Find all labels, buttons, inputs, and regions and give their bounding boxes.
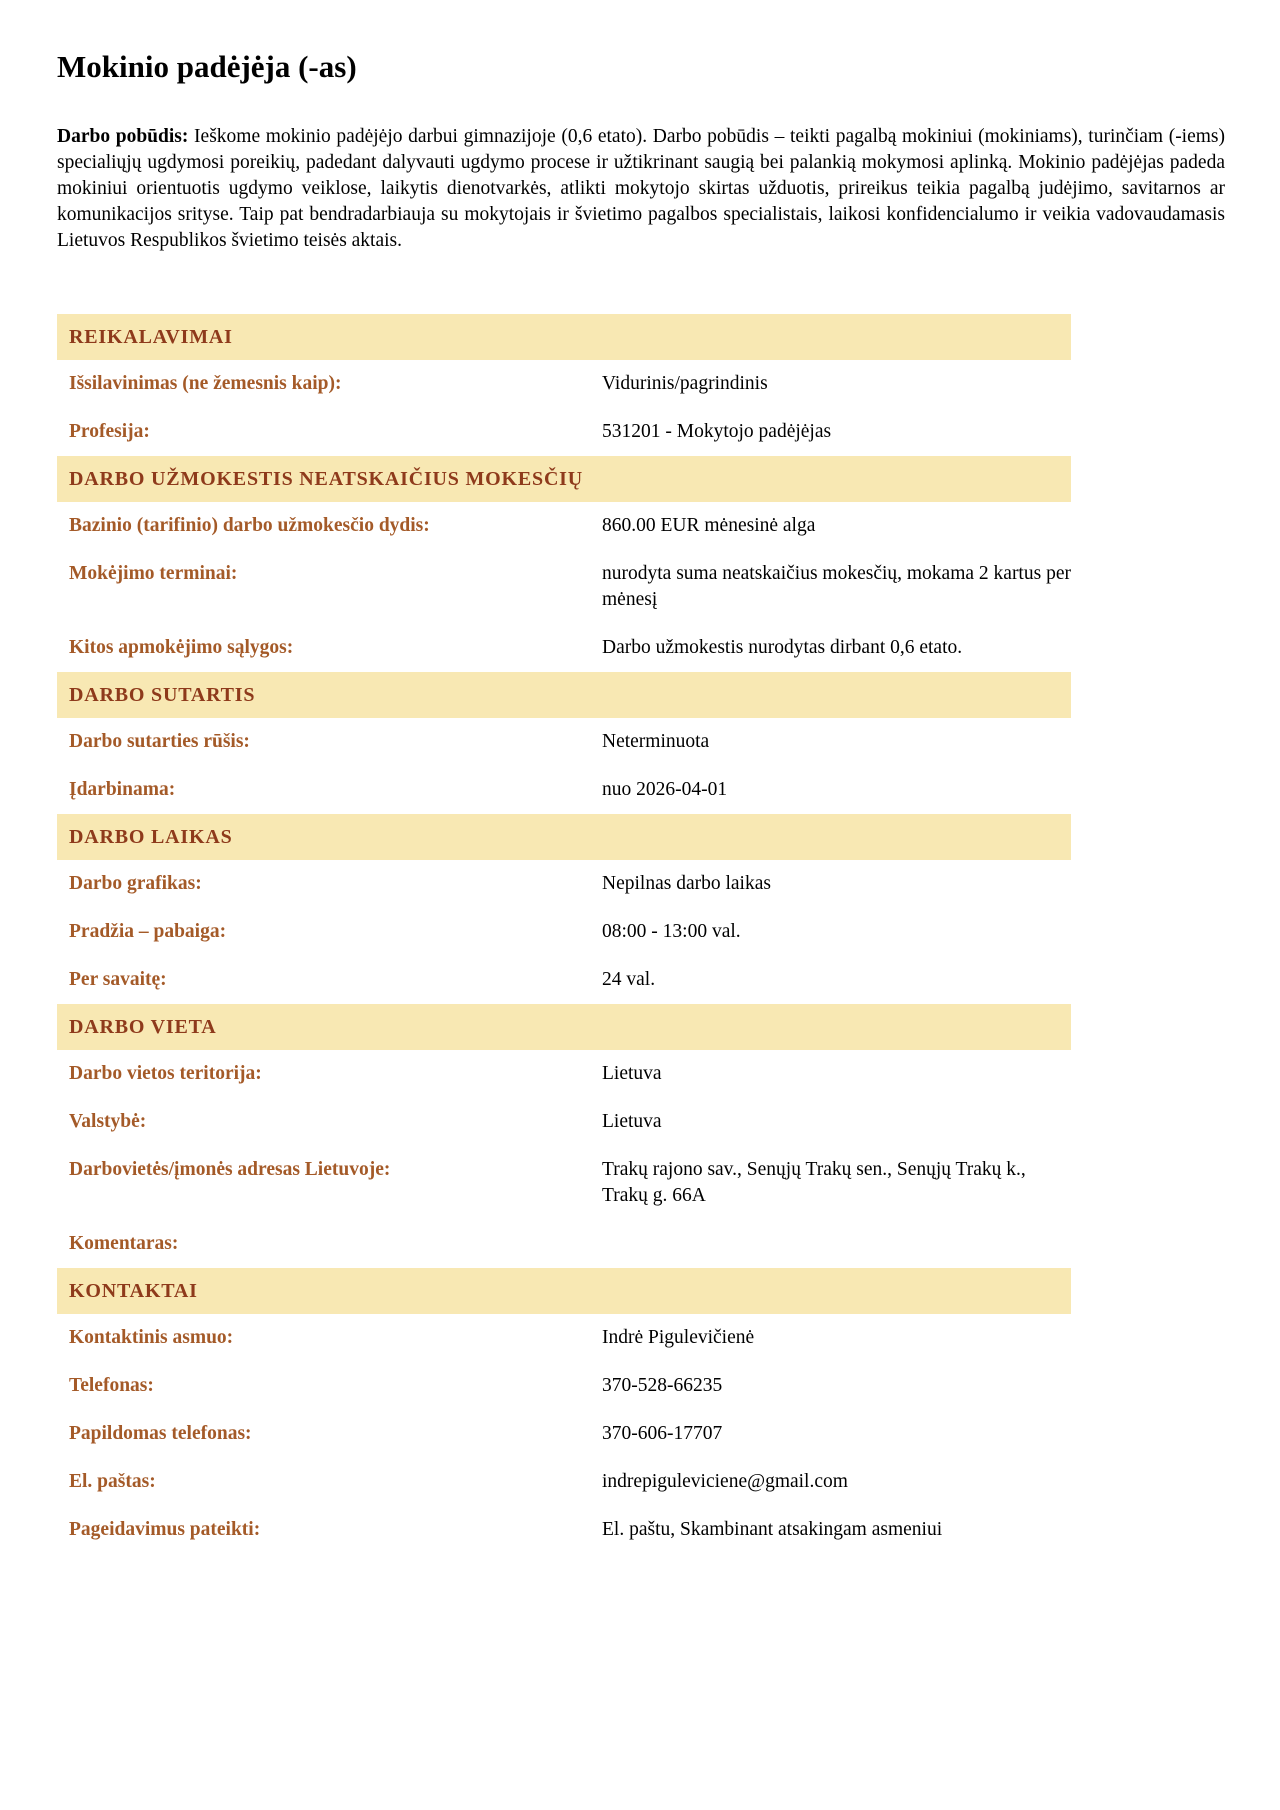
field-label: Darbo grafikas: <box>69 873 202 895</box>
field-row <box>57 718 1071 766</box>
field-row <box>57 360 1071 408</box>
section-header: REIKALAVIMAI <box>57 314 1071 360</box>
field-value: El. paštu, Skambinant atsakingam asmeniui <box>602 1519 943 1541</box>
field-value: 370-528-66235 <box>602 1375 723 1397</box>
section-header: KONTAKTAI <box>57 1268 1071 1314</box>
section-header: DARBO VIETA <box>57 1004 1071 1050</box>
field-label: Komentaras: <box>69 1233 179 1255</box>
field-label: Bazinio (tarifinio) darbo užmokesčio dydis: <box>69 515 430 537</box>
field-value: 531201 - Mokytojo padėjėjas <box>602 421 832 443</box>
field-value: Trakų rajono sav., Senųjų Trakų sen., Senųjų Trakų k., Trakų g. 66A <box>602 1159 1026 1207</box>
job-description-label: Darbo pobūdis: <box>57 126 189 148</box>
field-row <box>57 502 1071 550</box>
field-label: Telefonas: <box>69 1375 154 1397</box>
field-row <box>57 1362 1071 1410</box>
page-title: Mokinio padėjėja (-as) <box>57 49 357 84</box>
field-value: 370-606-17707 <box>602 1423 723 1445</box>
field-row <box>57 408 1071 456</box>
field-row <box>57 1220 1071 1268</box>
field-row <box>57 1506 1071 1554</box>
field-row <box>57 1098 1071 1146</box>
field-row <box>57 1314 1071 1362</box>
field-label: Valstybė: <box>69 1111 147 1133</box>
field-value: Neterminuota <box>602 731 710 753</box>
field-row <box>57 624 1071 672</box>
field-label: Išsilavinimas (ne žemesnis kaip): <box>69 373 342 395</box>
job-description-text: Ieškome mokinio padėjėjo darbui gimnazijoje (0,6 etato). Darbo pobūdis – teikti pagalbą mokiniui (mokiniams), turinčiam (-iems) specialiųjų ugdymosi poreikių, padedant dalyvauti ugdymo procese ir užtikrinant saugią bei palankią mokymosi aplinką. Mokinio padėjėjas padeda mokiniui orientuotis ugdymo veiklose, laikytis dienotvarkės, atlikti mokytojo skirtas užduotis, prireikus teikia pagalbą judėjimo, savitarnos ar komunikacijos srityse. Taip pat bendradarbiauja su mokytojais ir švietimo pagalbos specialistais, laikosi konfidencialumo ir veikia vadovaudamasis Lietuvos Respublikos švietimo teisės aktais. <box>57 126 1226 252</box>
section-header: DARBO SUTARTIS <box>57 672 1071 718</box>
field-label: Pradžia – pabaiga: <box>69 921 227 943</box>
field-value: Lietuva <box>602 1111 662 1133</box>
field-row <box>57 1050 1071 1098</box>
field-label: Darbovietės/įmonės adresas Lietuvoje: <box>69 1159 391 1181</box>
field-value: Vidurinis/pagrindinis <box>602 373 768 395</box>
field-row <box>57 860 1071 908</box>
field-value: 08:00 - 13:00 val. <box>602 921 741 943</box>
field-label: Įdarbinama: <box>69 779 176 801</box>
field-label: Kontaktinis asmuo: <box>69 1327 234 1349</box>
field-value: 24 val. <box>602 969 656 991</box>
field-row <box>57 766 1071 814</box>
job-description <box>57 124 1225 254</box>
field-row <box>57 550 1071 624</box>
field-value: Nepilnas darbo laikas <box>602 873 771 895</box>
field-row <box>57 1410 1071 1458</box>
section-header: DARBO UŽMOKESTIS NEATSKAIČIUS MOKESČIŲ <box>57 456 1071 502</box>
field-label: Mokėjimo terminai: <box>69 563 238 585</box>
job-table <box>57 314 1071 1554</box>
field-value: Indrė Pigulevičienė <box>602 1327 755 1349</box>
field-row <box>57 1458 1071 1506</box>
field-row <box>57 908 1071 956</box>
field-value: indrepiguleviciene@gmail.com <box>602 1471 848 1493</box>
section-header: DARBO LAIKAS <box>57 814 1071 860</box>
field-value: Darbo užmokestis nurodytas dirbant 0,6 etato. <box>602 637 963 659</box>
field-label: Kitos apmokėjimo sąlygos: <box>69 637 294 659</box>
field-row <box>57 956 1071 1004</box>
field-label: Pageidavimus pateikti: <box>69 1519 261 1541</box>
field-label: El. paštas: <box>69 1471 156 1493</box>
field-label: Per savaitę: <box>69 969 167 991</box>
field-label: Profesija: <box>69 421 150 443</box>
field-row <box>57 1146 1071 1220</box>
field-label: Papildomas telefonas: <box>69 1423 252 1445</box>
field-label: Darbo sutarties rūšis: <box>69 731 250 753</box>
field-value: 860.00 EUR mėnesinė alga <box>602 515 816 537</box>
field-label: Darbo vietos teritorija: <box>69 1063 262 1085</box>
field-value: nurodyta suma neatskaičius mokesčių, mokama 2 kartus per mėnesį <box>602 563 1071 611</box>
field-value: Lietuva <box>602 1063 662 1085</box>
field-value: nuo 2026-04-01 <box>602 779 728 801</box>
